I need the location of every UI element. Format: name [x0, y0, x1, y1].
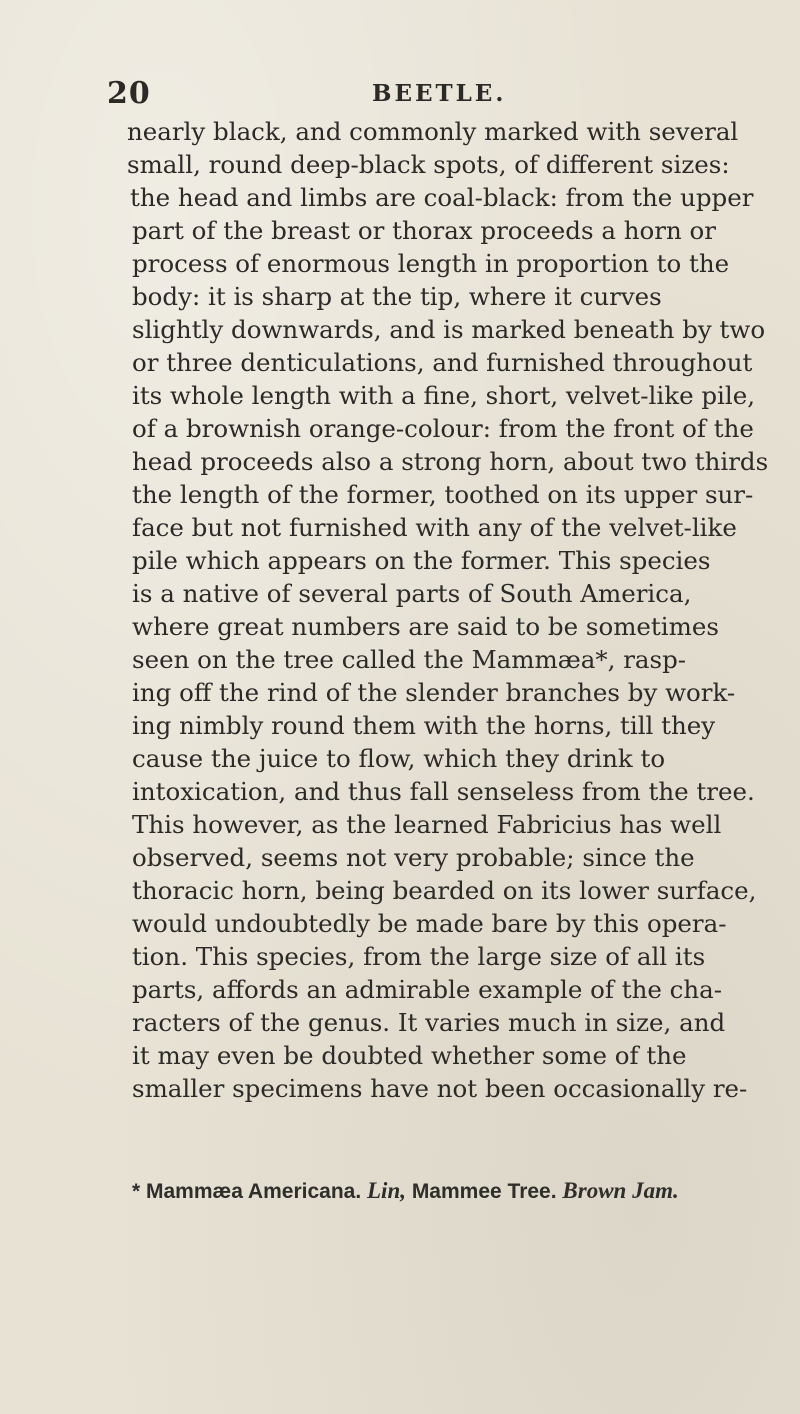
text-line: is a native of several parts of South America, [132, 579, 692, 608]
running-title: BEETLE. [372, 80, 507, 107]
running-head [107, 76, 747, 112]
text-line: the head and limbs are coal-black: from the upper [130, 183, 754, 212]
page-number: 20 [107, 76, 151, 111]
footnote-author: Lin, [367, 1178, 406, 1203]
text-line: slightly downwards, and is marked beneath by two [132, 315, 766, 344]
text-line: it may even be doubted whether some of the [132, 1041, 687, 1070]
footnote [132, 1178, 679, 1204]
text-line: thoracic horn, being bearded on its lower surface, [132, 876, 757, 905]
text-line: its whole length with a fine, short, velvet-like pile, [132, 381, 756, 410]
footnote-common-name: Mammee Tree. [405, 1180, 563, 1203]
text-line: or three denticulations, and furnished throughout [132, 348, 753, 377]
text-line: smaller specimens have not been occasionally re- [132, 1074, 748, 1103]
text-line: small, round deep-black spots, of different sizes: [127, 150, 730, 179]
text-line: ing off the rind of the slender branches by work- [132, 678, 736, 707]
text-line: the length of the former, toothed on its upper sur- [132, 480, 754, 509]
text-line: part of the breast or thorax proceeds a horn or [132, 216, 716, 245]
text-line: nearly black, and commonly marked with several [127, 117, 739, 146]
text-line: face but not furnished with any of the velvet-like [132, 513, 737, 542]
text-line: body: it is sharp at the tip, where it curves [132, 282, 662, 311]
text-line: would undoubtedly be made bare by this opera- [132, 909, 727, 938]
text-line: tion. This species, from the large size of all its [132, 942, 706, 971]
text-line: where great numbers are said to be sometimes [132, 612, 719, 641]
footnote-main: * Mammæa Americana. [132, 1180, 367, 1203]
text-line: cause the juice to flow, which they drink to [132, 744, 666, 773]
text-line: parts, affords an admirable example of the cha- [132, 975, 723, 1004]
text-line: pile which appears on the former. This species [132, 546, 711, 575]
text-line: seen on the tree called the Mammæa*, rasp- [132, 645, 687, 674]
text-line: ing nimbly round them with the horns, till they [132, 711, 716, 740]
text-line: This however, as the learned Fabricius has well [132, 810, 722, 839]
text-line: intoxication, and thus fall senseless from the tree. [132, 777, 755, 806]
text-line: head proceeds also a strong horn, about two thirds [132, 447, 769, 476]
text-line: observed, seems not very probable; since the [132, 843, 695, 872]
text-line: process of enormous length in proportion to the [132, 249, 730, 278]
footnote-source: Brown Jam. [562, 1178, 679, 1203]
text-line: racters of the genus. It varies much in size, and [132, 1008, 726, 1037]
text-line: of a brownish orange-colour: from the front of the [132, 414, 754, 443]
